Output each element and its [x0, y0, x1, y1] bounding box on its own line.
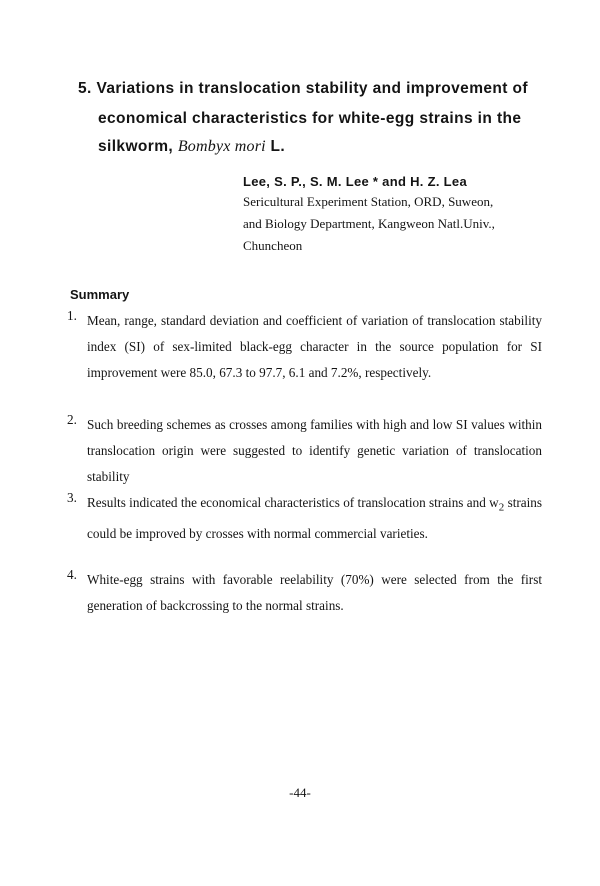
author-names: Lee, S. P., S. M. Lee * and H. Z. Lea: [243, 174, 467, 189]
affiliation-line: Sericultural Experiment Station, ORD, Suweon,: [243, 194, 494, 209]
title-line-3-prefix: silkworm,: [98, 138, 174, 155]
summary-item-text-part: strains could be improved by crosses with normal commercial varieties.: [87, 495, 542, 541]
page-number: -44-: [289, 785, 311, 800]
title-number: 5.: [78, 80, 92, 97]
summary-item-number: 3.: [67, 490, 77, 505]
subscript-2: 2: [498, 501, 505, 514]
summary-item-text: Mean, range, standard deviation and coefficient of variation of translocation stability index (SI) of sex-limited black-egg character in the source population for SI improvement were 85.0, 67.3 to 97.7, 6.1 and 7.2%, respectively.: [87, 313, 542, 380]
summary-item-number: 4.: [67, 567, 77, 582]
summary-item-text: Such breeding schemes as crosses among families with high and low SI values within translocation origin were suggested to identify genetic variation of translocation stability: [87, 417, 542, 484]
summary-heading: Summary: [70, 287, 130, 302]
title-text-line-1: Variations in translocation stability and improvement of: [96, 80, 528, 97]
affiliation-line: Chuncheon: [243, 238, 303, 253]
summary-item-number: 2.: [67, 412, 77, 427]
author-affiliation: [243, 191, 573, 257]
affiliation-line: and Biology Department, Kangweon Natl.Univ.,: [243, 216, 495, 231]
summary-item-number: 1.: [67, 308, 77, 323]
author-block: [243, 174, 573, 257]
title-line-2: economical characteristics for white-egg strains in the: [98, 110, 522, 127]
title-line-3-suffix: L.: [270, 138, 286, 155]
summary-item-text: [87, 490, 542, 547]
summary-item-text-part: Results indicated the economical characteristics of translocation strains and w: [87, 495, 499, 510]
title-line-3: [98, 138, 285, 156]
title-line-1: [78, 80, 528, 98]
species-name: Bombyx mori: [177, 138, 266, 155]
summary-item-text: White-egg strains with favorable reelability (70%) were selected from the first generation of backcrossing to the normal strains.: [87, 572, 542, 613]
